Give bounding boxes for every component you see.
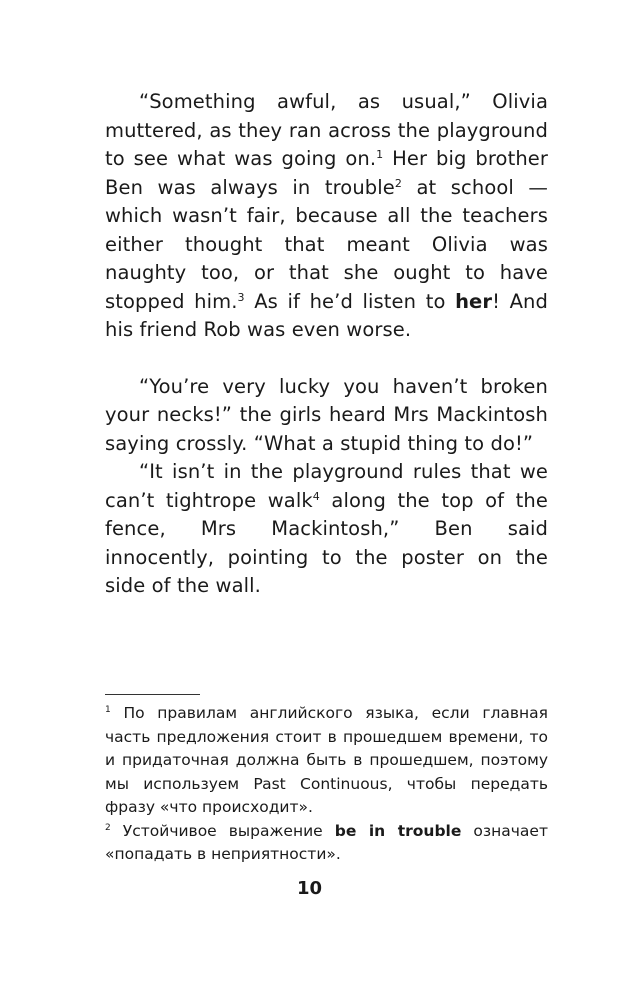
footnote xyxy=(105,702,548,820)
footnote-marker: 3 xyxy=(237,290,245,304)
footnote-marker: 1 xyxy=(376,148,384,161)
paragraph xyxy=(105,458,548,601)
paragraph xyxy=(105,373,548,459)
footnote-divider xyxy=(105,694,200,695)
text-run: означает «попадать в неприятности». xyxy=(105,821,548,863)
text-run: По правилам английского языка, если главная часть предложения стоит в прошедшем времени, то и придаточная должна быть в прошедшем, поэтому мы используем Past Continuous, чтобы передать фразу «что происходит». xyxy=(105,704,548,816)
text-run: “It isn’t in the playground rules that we can’t tightrope walk xyxy=(105,460,548,512)
footnote-marker: 4 xyxy=(312,489,320,503)
footnotes xyxy=(105,702,548,867)
footnote-marker: 2 xyxy=(105,822,111,833)
main-text xyxy=(105,88,548,601)
text-run: ! And his friend Rob was even worse. xyxy=(105,289,548,341)
text-run: Устойчивое выражение xyxy=(110,821,335,840)
text-run: As if he’d listen to xyxy=(244,289,456,313)
emphasis-text: be in trouble xyxy=(334,821,462,840)
emphasis-text: her xyxy=(455,289,493,313)
text-run: along the top of the fence, Mrs Mackintosh,” Ben said innocently, pointing to the poster on the side of the wall. xyxy=(105,488,548,597)
text-run: at school — which wasn’t fair, because all the teachers either thought that meant Olivia was naughty too, or that she ought to have stopped him. xyxy=(105,175,548,313)
text-run: “You’re very lucky you haven’t broken your necks!” the girls heard Mrs Mackintosh saying crossly. “What a stupid thing to do!” xyxy=(105,374,548,455)
text-run: “Something awful, as usual,” Olivia muttered, as they ran across the playground to see what was going on. xyxy=(105,90,548,170)
footnote-marker: 1 xyxy=(105,705,111,715)
footnote xyxy=(105,820,548,867)
paragraph xyxy=(105,88,548,345)
page-number: 10 xyxy=(296,878,323,899)
text-run: Her big brother Ben was always in trouble xyxy=(105,147,548,199)
footnote-marker: 2 xyxy=(394,176,403,190)
